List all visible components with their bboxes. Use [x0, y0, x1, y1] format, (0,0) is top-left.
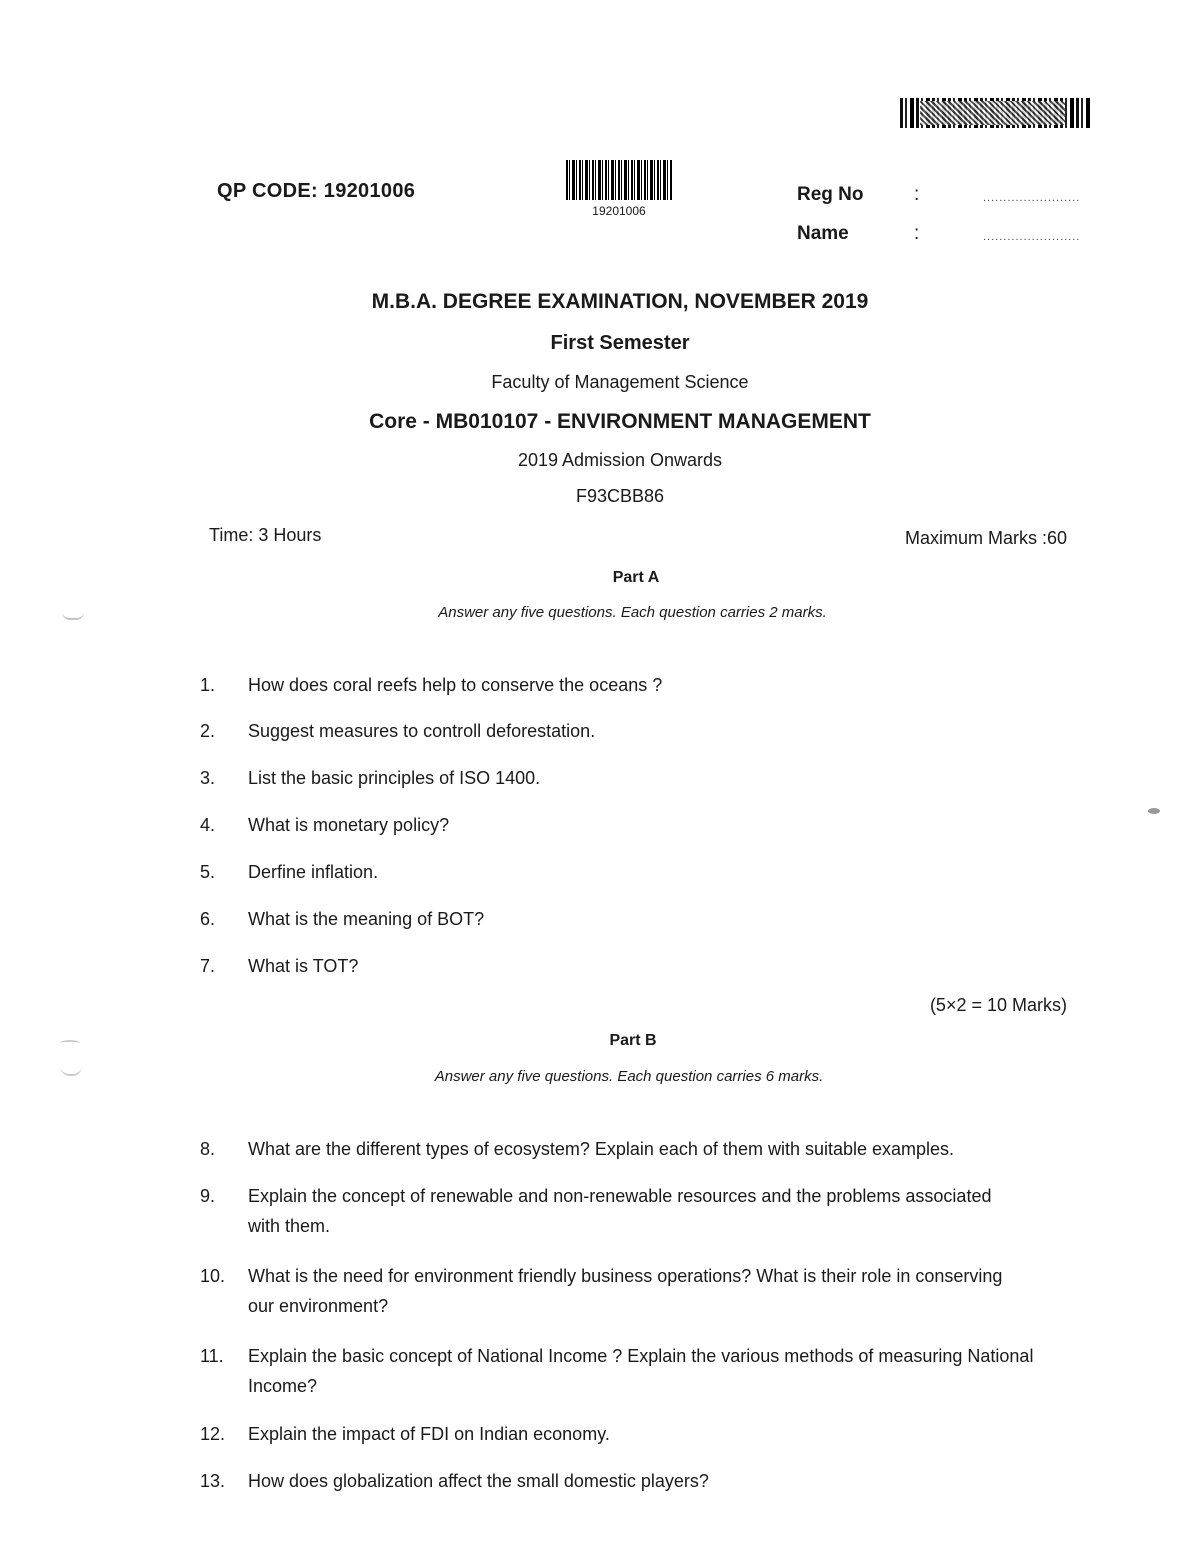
part-b-instruction: Answer any five questions. Each question carries 6 marks. — [434, 1068, 824, 1085]
question — [200, 857, 1068, 887]
question-number: 4. — [200, 815, 216, 835]
question-text: Suggest measures to controll deforestation. — [248, 721, 596, 741]
reg-no-label: Reg No — [797, 184, 864, 205]
question — [200, 716, 1068, 746]
question — [200, 1261, 1028, 1321]
scan-mark — [60, 1040, 80, 1046]
question-number: 12. — [200, 1424, 226, 1444]
question-text: How does globalization affect the small domestic players? — [248, 1471, 709, 1491]
question-number: 3. — [200, 768, 216, 788]
name-colon: : — [914, 223, 920, 244]
question-text: What is the meaning of BOT? — [248, 909, 485, 929]
question-text: What is TOT? — [248, 956, 359, 976]
question — [200, 904, 1068, 934]
part-a-marks: (5×2 = 10 Marks) — [929, 995, 1067, 1015]
part-b-heading: Part B — [609, 1032, 657, 1049]
exam-title: M.B.A. DEGREE EXAMINATION, NOVEMBER 2019 — [371, 290, 869, 313]
name-blank: ........................ — [983, 231, 1081, 243]
reg-no-colon: : — [914, 184, 920, 205]
question-text: Explain the concept of renewable and non-renewable resources and the problems associated with them. — [248, 1186, 992, 1236]
question — [200, 1134, 1068, 1164]
course-title: Core - MB010107 - ENVIRONMENT MANAGEMENT — [369, 410, 871, 433]
barcode — [566, 160, 672, 200]
paper-code: F93CBB86 — [575, 486, 665, 506]
admission: 2019 Admission Onwards — [517, 450, 723, 470]
reg-no-blank: ........................ — [983, 192, 1081, 204]
question — [200, 1341, 1068, 1401]
question-text: Explain the impact of FDI on Indian economy. — [248, 1424, 610, 1444]
time-allowed: Time: 3 Hours — [209, 525, 322, 545]
faculty: Faculty of Management Science — [491, 372, 749, 392]
question — [200, 810, 1068, 840]
question — [200, 763, 1068, 793]
question-number: 10. — [200, 1266, 226, 1286]
question-text: Explain the basic concept of National Income ? Explain the various methods of measuring National Income? — [248, 1346, 1034, 1396]
question-number: 6. — [200, 909, 216, 929]
semester: First Semester — [550, 332, 690, 354]
question-number: 1. — [200, 675, 216, 695]
question-number: 5. — [200, 862, 216, 882]
part-a-instruction: Answer any five questions. Each question carries 2 marks. — [438, 604, 827, 621]
question-number: 7. — [200, 956, 216, 976]
question — [200, 951, 1068, 981]
barcode-number: 19201006 — [592, 204, 646, 218]
question — [200, 1181, 1008, 1241]
question — [200, 1466, 1068, 1496]
qr-code — [900, 98, 1090, 128]
part-a-heading: Part A — [612, 569, 660, 586]
question-number: 2. — [200, 721, 216, 741]
maximum-marks: Maximum Marks :60 — [904, 528, 1067, 548]
question-text: Derfine inflation. — [248, 862, 379, 882]
question-number: 13. — [200, 1471, 226, 1491]
question — [200, 1419, 1068, 1449]
question-text: How does coral reefs help to conserve the oceans ? — [248, 675, 663, 695]
question-text: What is the need for environment friendly business operations? What is their role in conserving our environment? — [248, 1266, 1003, 1316]
question-number: 11. — [200, 1346, 224, 1366]
question — [200, 670, 1068, 700]
question-number: 8. — [200, 1139, 216, 1159]
question-number: 9. — [200, 1186, 216, 1206]
scan-mark — [1148, 808, 1160, 814]
name-label: Name — [797, 223, 849, 244]
question-text: What is monetary policy? — [248, 815, 450, 835]
question-text: List the basic principles of ISO 1400. — [248, 768, 541, 788]
qp-code: QP CODE: 19201006 — [217, 180, 416, 202]
question-text: What are the different types of ecosystem? Explain each of them with suitable examples. — [248, 1139, 955, 1159]
